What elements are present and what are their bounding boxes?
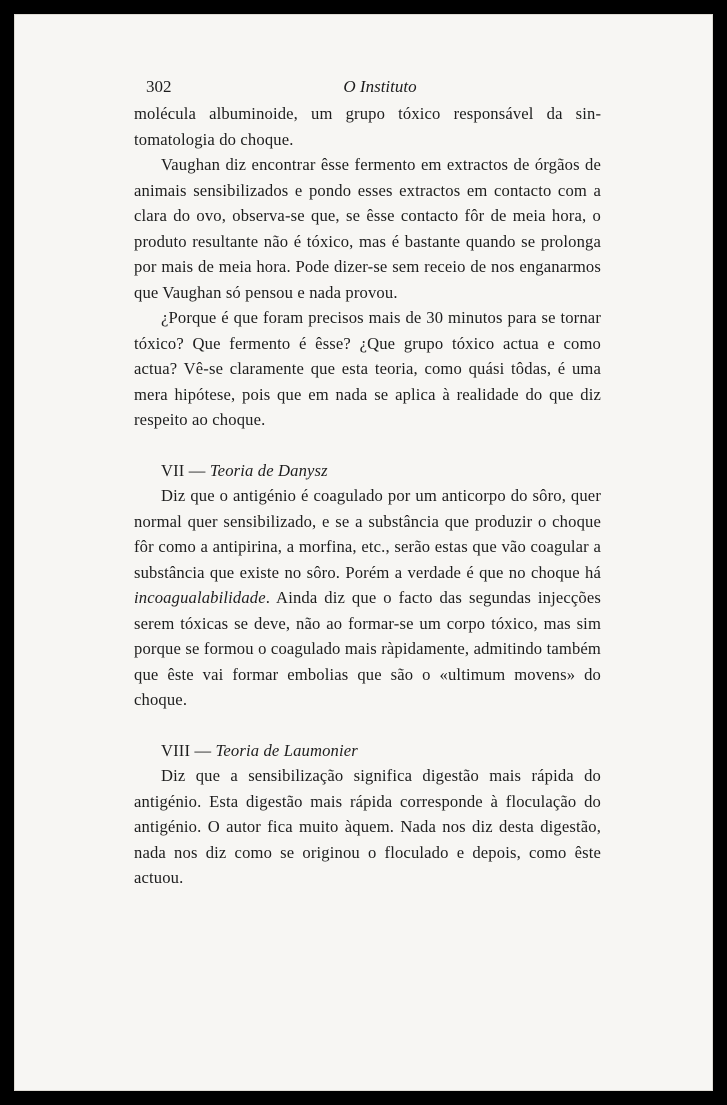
running-head: [144, 74, 616, 104]
body-text: [134, 101, 601, 891]
section-title: Teoria de Danysz: [209, 460, 328, 480]
paragraph-text: Diz que o antigénio é coagulado por um anticorpo do sôro, quer normal quer sensibilizado, e se a substância que produzir o choque fôr como a antipirina, a morfina, etc., serão estas que vão coagular a substância que existe no sôro. Porém a verdade é que no choque há: [134, 486, 601, 582]
section-numeral: VII —: [161, 460, 210, 480]
paragraph-vaughan: Vaughan diz encontrar êsse fermento em extractos de órgãos de animais sensibilizados e pondo esses extractos em contacto com a clara do ovo, observa-se que, se êsse contacto fôr de meia hora, o produto resultante não é tóxico, mas é bastante quando se prolonga por mais de meia hora. Pode dizer-se sem receio de nos enganarmos que Vaughan só pensou e nada provou.: [134, 155, 601, 302]
section-numeral: VIII —: [161, 740, 216, 760]
paragraph-danysz: [134, 483, 601, 713]
paragraph-laumonier: Diz que a sensibilização significa digestão mais rápida do antigénio. Esta digestão mais rápida corresponde à floculação do antigénio. O autor fica muito àquem. Nada nos diz desta digestão, nada nos diz como se originou o floculado e depois, como êste actuou.: [134, 766, 601, 887]
section-heading-viii: [134, 738, 601, 764]
section-heading-vii: [134, 458, 601, 484]
section-title: Teoria de Laumonier: [215, 740, 358, 760]
paragraph-continued: molécula albuminoide, um grupo tóxico responsável da sintomatologia do choque.: [134, 104, 601, 149]
paragraph-questions: ¿Porque é que foram precisos mais de 30 minutos para se tornar tóxico? Que fermento é êsse? ¿Que grupo tóxico actua e como actua? Vê-se claramente que esta teoria, como quási tôdas, é uma mera hipótese, pois que em nada se aplica à realidade do que diz respeito ao choque.: [134, 308, 601, 429]
paragraph-text: . Ainda diz que o facto das segundas injecções serem tóxicas se deve, não ao formar-se um corpo tóxico, mas sim porque se formou o coagulado mais ràpidamente, admitindo também que êste vai formar embolias que são o «ultimum movens» do choque.: [134, 588, 601, 709]
emphasized-term: incoagualabilidade: [134, 588, 266, 607]
journal-title: O Instituto: [343, 77, 417, 96]
page-number: 302: [146, 77, 172, 96]
